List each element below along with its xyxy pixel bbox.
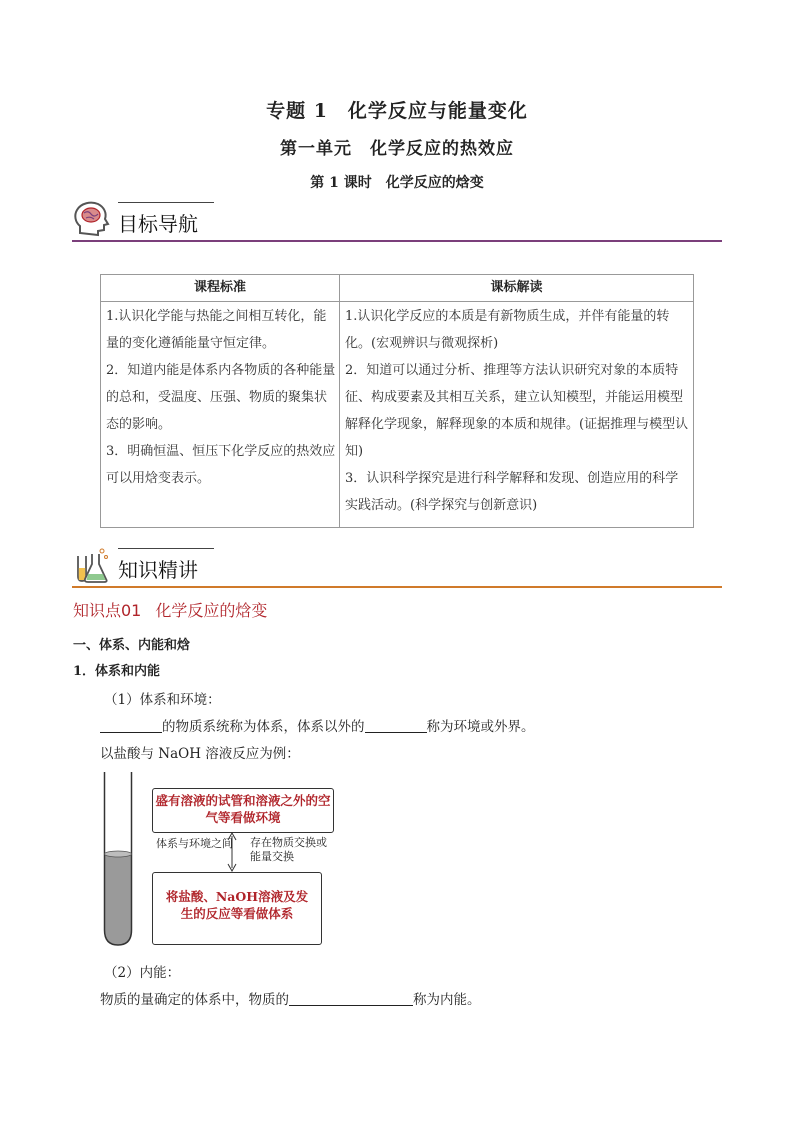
answer-blank[interactable] (100, 718, 162, 733)
lab-flask-icon (72, 546, 110, 584)
standard-item: 3．明确恒温、恒压下化学反应的热效应可以用焓变表示。 (106, 444, 336, 486)
section-knowledge-label: 知识精讲 (118, 558, 198, 582)
knowledge-point-number: 知识点01 (73, 601, 142, 620)
answer-blank[interactable] (289, 991, 413, 1006)
line2-start-text: 物质的量确定的体系中，物质的 (100, 992, 289, 1008)
interpretation-item: 3．认识科学探究是进行科学解释和发现、创造应用的科学实践活动。(科学探究与创新意识) (345, 471, 679, 513)
section-knowledge-rule (72, 586, 722, 588)
answer-blank[interactable] (365, 718, 427, 733)
table-row (101, 302, 694, 528)
subheading-system-environment: （1）体系和环境： (104, 692, 221, 708)
knowledge-point-title: 化学反应的焓变 (155, 601, 268, 620)
interpretation-item: 2．知道可以通过分析、推理等方法认识研究对象的本质特征、构成要素及其相互关系，建立认知模型，并能运用模型解释化学现象，解释现象的本质和规律。(证据推理与模型认知) (345, 363, 689, 459)
knowledge-point-heading (73, 598, 267, 621)
standards-table (100, 274, 694, 528)
between-right-label: 存在物质交换或能量交换 (250, 836, 327, 863)
section-knowledge-header (72, 546, 722, 586)
topic-title: 专题 1 化学反应与能量变化 (266, 100, 528, 122)
heading-level2: 1．体系和内能 (73, 664, 161, 679)
interpretation-cell (340, 302, 694, 528)
line1-end-text: 称为环境或外界。 (426, 719, 535, 735)
line2-end-text: 称为内能。 (413, 992, 481, 1008)
header-accent-line (118, 548, 214, 549)
between-left-label: 体系与环境之间 (156, 837, 233, 850)
system-environment-diagram (100, 770, 340, 955)
head-brain-icon (72, 200, 110, 238)
header-accent-line (118, 202, 214, 203)
standard-item: 2．知道内能是体系内各物质的各种能量的总和，受温度、压强、物质的聚集状态的影响。 (106, 363, 336, 432)
table-header-row (101, 275, 694, 302)
section-goal-header (72, 200, 722, 240)
course-standard-cell (101, 302, 340, 528)
line1-mid-text: 的物质系统称为体系，体系以外的 (162, 719, 365, 735)
section-goal-rule (72, 240, 722, 242)
standard-item: 1.认识化学能与热能之间相互转化，能量的变化遵循能量守恒定律。 (106, 309, 327, 351)
subheading-internal-energy: （2）内能： (104, 965, 181, 981)
interpretation-item: 1.认识化学反应的本质是有新物质生成，并伴有能量的转化。(宏观辨识与微观探析) (345, 309, 670, 351)
fill-in-line-1 (100, 715, 535, 735)
header-course-standard: 课程标准 (101, 275, 340, 302)
unit-title: 第一单元 化学反应的热效应 (280, 139, 514, 159)
test-tube-icon (100, 770, 136, 950)
fill-in-line-2 (100, 988, 481, 1008)
environment-box: 盛有溶液的试管和溶液之外的空气等看做环境 (152, 788, 334, 833)
heading-level1: 一、体系、内能和焓 (73, 638, 191, 653)
system-box: 将盐酸、NaOH溶液及发生的反应等看做体系 (152, 872, 322, 945)
section-goal-label: 目标导航 (118, 212, 198, 236)
lesson-title: 第 1 课时 化学反应的焓变 (310, 175, 484, 191)
example-text: 以盐酸与 NaOH 溶液反应为例： (100, 746, 300, 762)
header-standard-interpretation: 课标解读 (340, 275, 694, 302)
